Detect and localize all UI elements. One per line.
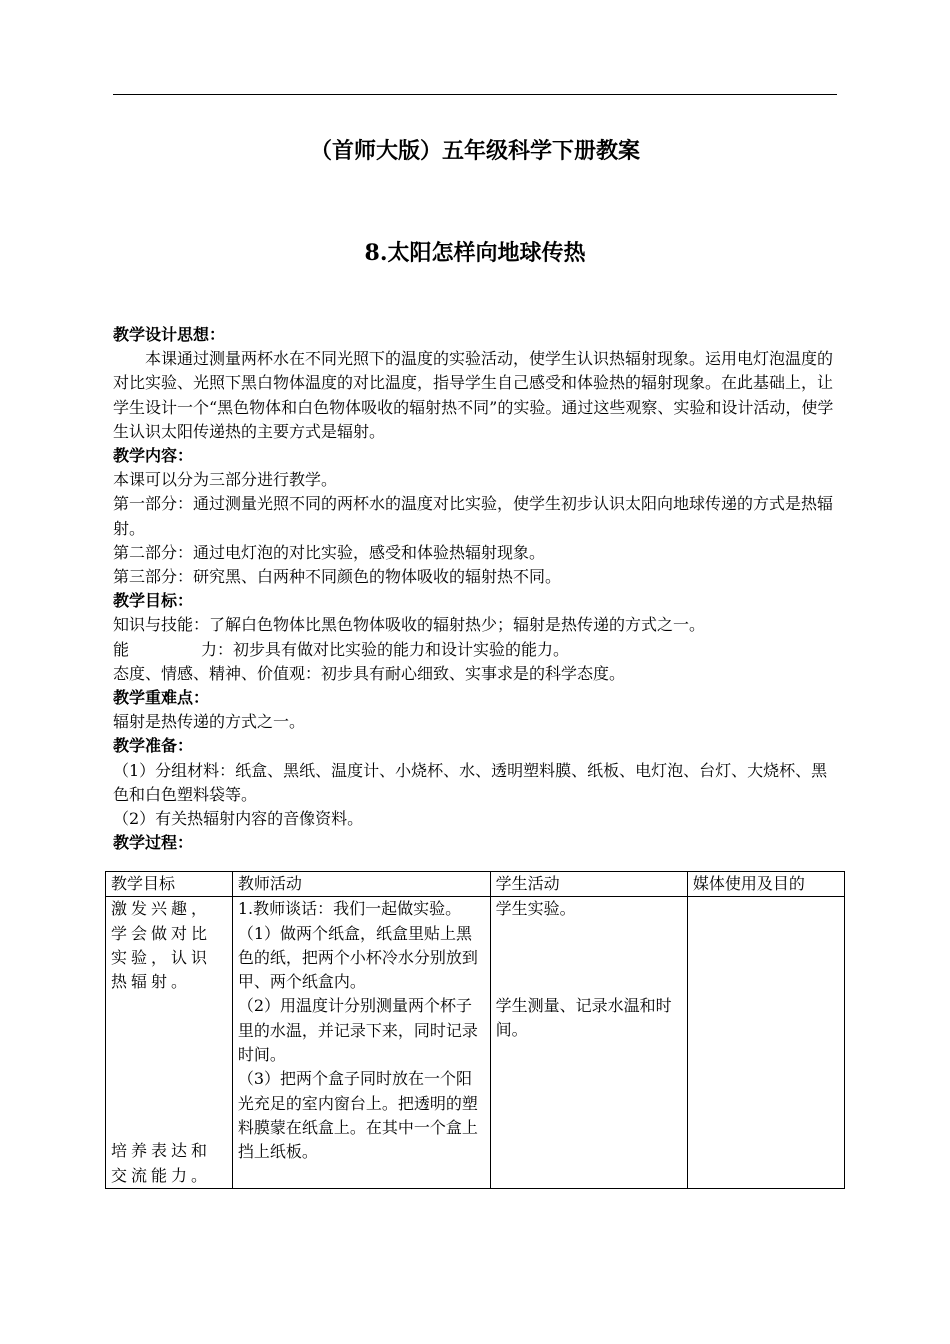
goal-cell: [106, 897, 233, 1189]
key-points-heading: 教学重难点：: [113, 688, 210, 708]
goal-knowledge: 知识与技能：了解白色物体比黑色物体吸收的辐射热少；辐射是热传递的方式之一。: [113, 615, 706, 635]
table-header-row: [106, 872, 845, 897]
content-line: 本课可以分为三部分进行教学。: [113, 470, 338, 490]
teacher-step: 1.教师谈话：我们一起做实验。: [237, 899, 462, 919]
content-line: 第一部分：通过测量光照不同的两杯水的温度对比实验，使学生初步认识太阳向地球传递的方式是热辐射。: [113, 494, 834, 538]
teacher-step: （3）把两个盒子同时放在一个阳光充足的室内窗台上。把透明的塑料膜蒙在纸盒上。在其中一个盒上挡上纸板。: [237, 1069, 478, 1162]
ability-text: 初步具有做对比实验的能力和设计实验的能力。: [233, 639, 570, 659]
table-header-media: 媒体使用及目的: [687, 872, 844, 897]
media-cell: [687, 897, 844, 1189]
document-title: （首师大版）五年级科学下册教案: [309, 138, 640, 164]
student-activity: 学生实验。: [495, 899, 576, 919]
teacher-cell: [232, 897, 490, 1189]
student-activity: 学生测量、记录水温和时间。: [495, 995, 672, 1039]
teacher-step: （1）做两个纸盒，纸盒里贴上黑色的纸，把两个小杯冷水分别放到甲、两个纸盒内。: [237, 923, 478, 992]
ability-label-b: 力：: [201, 639, 234, 659]
design-heading: 教学设计思想：: [113, 325, 226, 344]
design-text: 本课通过测量两杯水在不同光照下的温度的实验活动，使学生认识热辐射现象。运用电灯泡温度的对比实验、光照下黑白物体温度的对比温度，指导学生自己感受和体验热的辐射现象。在此基础上，让学生设计一个“黑色物体和白色物体吸收的辐射热不同”的实验。通过这些观察、实验和设计活动，使学生认识太阳传递热的主要方式是辐射。: [113, 349, 834, 441]
lesson-body: [113, 323, 843, 855]
goal-attitude: 态度、情感、精神、价值观：初步具有耐心细致、实事求是的科学态度。: [113, 663, 626, 683]
teacher-step: （2）用温度计分别测量两个杯子里的水温，并记录下来，同时记录时间。: [237, 996, 478, 1065]
goal-text: 培养表达和交流能力。: [111, 1141, 212, 1185]
lesson-title: 8.太阳怎样向地球传热: [364, 240, 586, 266]
content-line: 第三部分：研究黑、白两种不同颜色的物体吸收的辐射热不同。: [113, 567, 562, 587]
process-heading: 教学过程：: [113, 833, 194, 853]
preparation-heading: 教学准备：: [113, 736, 194, 756]
table-header-teacher: 教师活动: [232, 872, 490, 897]
goals-heading: 教学目标：: [113, 591, 194, 611]
goal-ability: [113, 638, 843, 662]
key-points-text: 辐射是热传递的方式之一。: [113, 712, 306, 732]
content-line: 第二部分：通过电灯泡的对比实验，感受和体验热辐射现象。: [113, 542, 546, 562]
goal-spacer: [111, 994, 227, 1139]
table-header-student: 学生活动: [490, 872, 687, 897]
process-table: [105, 871, 845, 1189]
preparation-line: （2）有关热辐射内容的音像资料。: [113, 809, 364, 829]
content-heading: 教学内容：: [113, 446, 194, 466]
ability-label-a: 能: [113, 639, 130, 659]
preparation-line: （1）分组材料：纸盒、黑纸、温度计、小烧杯、水、透明塑料膜、纸板、电灯泡、台灯、大烧杯、黑色和白色塑料袋等。: [113, 760, 828, 804]
student-cell: [490, 897, 687, 1189]
table-header-goal: 教学目标: [106, 872, 233, 897]
goal-text: 激发兴趣，学会做对比实验，认识热辐射。: [111, 899, 212, 992]
table-row: [106, 897, 845, 1189]
header-rule: [113, 94, 837, 95]
student-spacer: [496, 922, 682, 994]
